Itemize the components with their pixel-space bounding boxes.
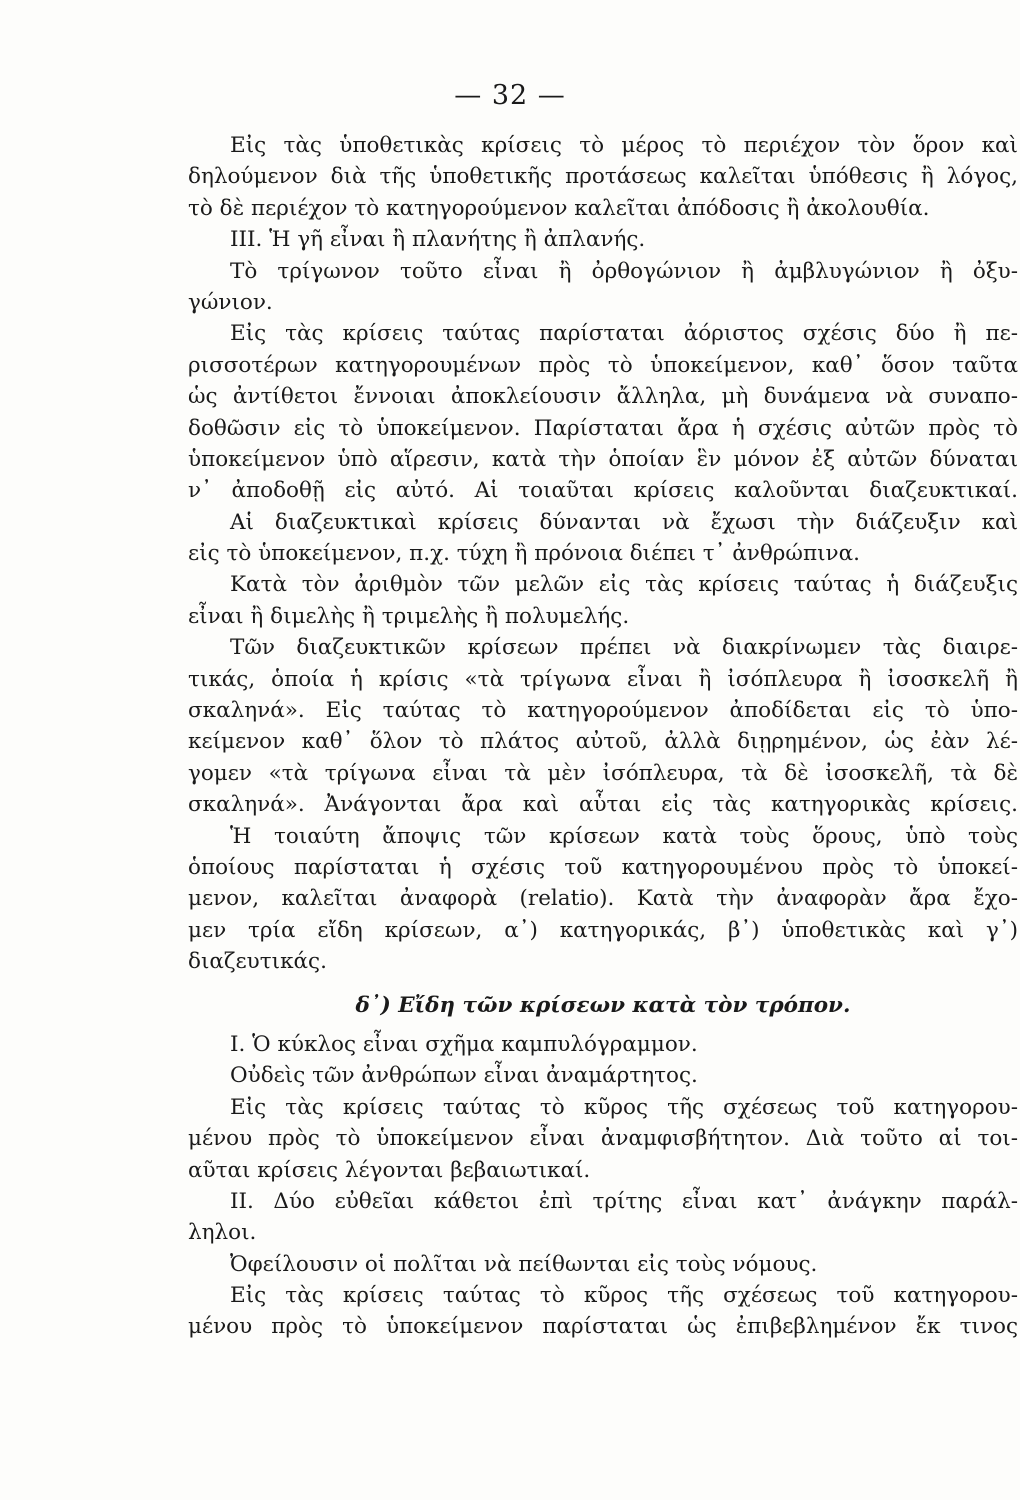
page-number: — 32 — <box>454 80 566 111</box>
text-line: ὁποίους παρίσταται ἡ σχέσις τοῦ κατηγορουμένου πρὸς τὸ ὑποκεί- <box>188 854 1018 880</box>
text-line: ν᾽ ἀποδοθῇ εἰς αὐτό. Αἱ τοιαῦται κρίσεις καλοῦνται διαζευκτικαί. <box>188 478 1018 504</box>
text-line: Αἱ διαζευκτικαὶ κρίσεις δύνανται νὰ ἔχωσι τὴν διάζευξιν καὶ <box>230 509 1018 535</box>
text-line: αῦται κρίσεις λέγονται βεβαιωτικαί. <box>188 1157 591 1183</box>
text-line: γομεν «τὰ τρίγωνα εἶναι τὰ μὲν ἰσόπλευρα, τὰ δὲ ἰσοσκελῆ, τὰ δὲ <box>188 760 1018 786</box>
text-line: γώνιον. <box>188 289 273 315</box>
text-line: II. Δύο εὐθεῖαι κάθετοι ἐπὶ τρίτης εἶναι κατ᾽ ἀνάγκην παράλ- <box>230 1188 1018 1214</box>
text-line: σκαληνά». Ἀνάγονται ἄρα καὶ αὗται εἰς τὰς κατηγορικὰς κρίσεις. <box>188 792 1018 818</box>
text-line: μένου πρὸς τὸ ὑποκείμενον εἶναι ἀναμφισβήτητον. Διὰ τοῦτο αἱ τοι- <box>188 1126 1018 1152</box>
text-line: εἶναι ἢ διμελὴς ἢ τριμελὴς ἢ πολυμελής. <box>188 603 630 629</box>
text-line: Τὸ τρίγωνον τοῦτο εἶναι ἢ ὀρθογώνιον ἢ ἀμβλυγώνιον ἢ ὀξυ- <box>230 258 1018 284</box>
text-line: κείμενον καθ᾽ ὅλον τὸ πλάτος αὐτοῦ, ἀλλὰ διῃρημένον, ὡς ἐὰν λέ- <box>188 729 1018 755</box>
text-line: τικάς, ὁποία ἡ κρίσις «τὰ τρίγωνα εἶναι ἢ ἰσόπλευρα ἢ ἰσοσκελῆ ἢ <box>188 666 1018 692</box>
text-line: ρισσοτέρων κατηγορουμένων πρὸς τὸ ὑποκείμενον, καθ᾽ ὅσον ταῦτα <box>188 352 1018 378</box>
text-line: Εἰς τὰς ὑποθετικὰς κρίσεις τὸ μέρος τὸ περιέχον τὸν ὅρον καὶ <box>230 133 1018 158</box>
body-text <box>188 130 1018 1343</box>
text-line: διαζευτικάς. <box>188 949 327 975</box>
text-line: τὸ δὲ περιέχον τὸ κατηγορούμενον καλεῖται ἀπόδοσις ἢ ἀκολουθία. <box>188 195 930 221</box>
text-line: I. Ὁ κύκλος εἶναι σχῆμα καμπυλόγραμμον. <box>230 1031 698 1057</box>
text-line: ὑποκείμενον ὑπὸ αἵρεσιν, κατὰ τὴν ὁποίαν ἓν μόνον ἐξ αὐτῶν δύναται <box>188 446 1018 472</box>
text-line: Εἰς τὰς κρίσεις ταύτας τὸ κῦρος τῆς σχέσεως τοῦ κατηγορου- <box>230 1283 1018 1309</box>
text-line: Εἰς τὰς κρίσεις ταύτας τὸ κῦρος τῆς σχέσεως τοῦ κατηγορου- <box>230 1094 1018 1120</box>
text-line: μένου πρὸς τὸ ὑποκείμενον παρίσταται ὡς ἐπιβεβλημένον ἔκ τινος <box>188 1314 1018 1340</box>
text-line: εἰς τὸ ὑποκείμενον, π.χ. τύχη ἢ πρόνοια διέπει τ᾽ ἀνθρώπινα. <box>188 541 860 567</box>
text-line: μενον, καλεῖται ἀναφορὰ (relatio). Κατὰ τὴν ἀναφορὰν ἄρα ἔχο- <box>188 886 1018 912</box>
text-line: Ὀφείλουσιν οἱ πολῖται νὰ πείθωνται εἰς τοὺς νόμους. <box>230 1251 818 1277</box>
text-line: Εἰς τὰς κρίσεις ταύτας παρίσταται ἀόριστος σχέσις δύο ἢ πε- <box>230 321 1018 347</box>
section-heading: δ᾽) Εἴδη τῶν κρίσεων κατὰ τὸν τρόπον. <box>355 992 851 1018</box>
text-line: δοθῶσιν εἰς τὸ ὑποκείμενον. Παρίσταται ἄρα ἡ σχέσις αὐτῶν πρὸς τὸ <box>188 415 1018 441</box>
text-line: III. Ἡ γῆ εἶναι ἢ πλανήτης ἢ ἀπλανής. <box>230 227 646 253</box>
text-line: Κατὰ τὸν ἀριθμὸν τῶν μελῶν εἰς τὰς κρίσεις ταύτας ἡ διάζευξις <box>230 572 1018 598</box>
text-line: Οὐδεὶς τῶν ἀνθρώπων εἶναι ἀναμάρτητος. <box>230 1063 698 1089</box>
text-line: ληλοι. <box>188 1220 257 1246</box>
text-line: Τῶν διαζευκτικῶν κρίσεων πρέπει νὰ διακρίνωμεν τὰς διαιρε- <box>230 635 1018 661</box>
text-line: Ἡ τοιαύτη ἄποψις τῶν κρίσεων κατὰ τοὺς ὅρους, ὑπὸ τοὺς <box>230 823 1018 849</box>
text-line: σκαληνά». Εἰς ταύτας τὸ κατηγορούμενον ἀποδίδεται εἰς τὸ ὑπο- <box>188 698 1018 724</box>
text-line: δηλούμενον διὰ τῆς ὑποθετικῆς προτάσεως καλεῖται ὑπόθεσις ἢ λόγος, <box>188 164 1018 190</box>
text-line: ὡς ἀντίθετοι ἔννοιαι ἀποκλείουσιν ἄλληλα, μὴ δυνάμενα νὰ συναπο- <box>188 384 1018 410</box>
text-line: μεν τρία εἴδη κρίσεων, α᾽) κατηγορικάς, β᾽) ὑποθετικὰς καὶ γ᾽) <box>188 917 1018 943</box>
